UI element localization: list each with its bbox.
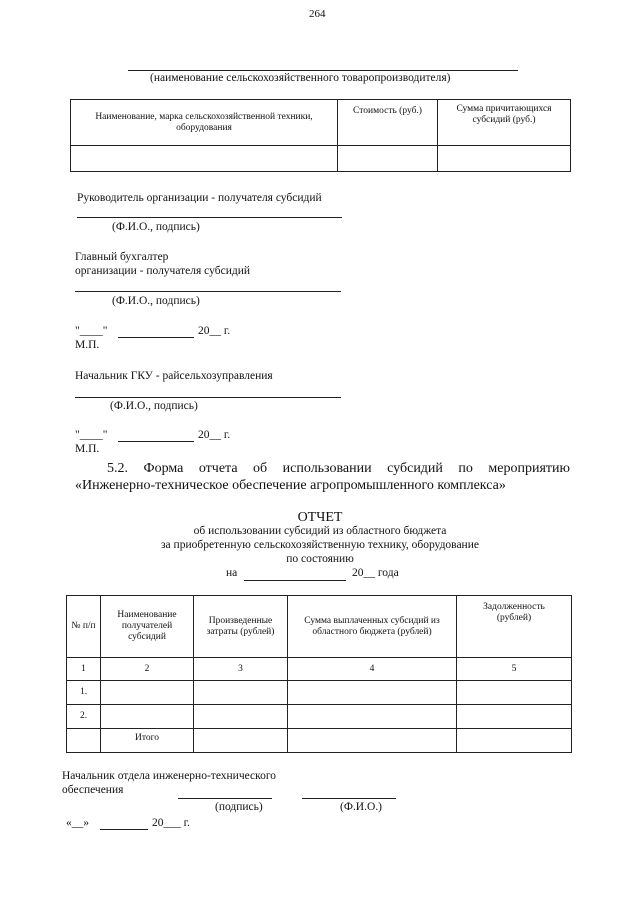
section-heading: 5.2. Форма отчета об использовании субсидий по мероприятию (107, 461, 570, 476)
producer-caption: (наименование сельскохозяйственного товаропроизводителя) (150, 72, 451, 84)
table2-col-number: 5 (457, 658, 572, 681)
report-title: ОТЧЕТ (297, 510, 343, 525)
signature-caption: (Ф.И.О., подпись) (112, 221, 200, 233)
table1-cell (71, 146, 338, 172)
chief-accountant-org-label: организации - получателя субсидий (75, 265, 251, 277)
table2-col-number: 1 (67, 658, 101, 681)
chief-accountant-label: Главный бухгалтер (75, 251, 169, 263)
table2-header-number: № п/п (67, 596, 101, 658)
head-of-organization-label: Руководитель организации - получателя субсидий (77, 192, 322, 204)
producer-line (128, 70, 518, 71)
seal-label: М.П. (75, 443, 100, 455)
table2-header-subsidies: Сумма выплаченных субсидий из областного бюджета (рублей) (288, 596, 457, 658)
report-subtitle-2: за приобретенную сельскохозяйственную технику, оборудование (161, 539, 479, 551)
report-date-suffix: 20__ года (352, 567, 399, 579)
table1-header-cost: Стоимость (руб.) (338, 100, 438, 146)
footer-name-line (302, 798, 396, 799)
total-label: Итого (101, 729, 194, 753)
footer-date-year: 20___ г. (152, 817, 190, 829)
report-date-line (244, 580, 346, 581)
gku-head-label: Начальник ГКУ - райсельхозуправления (75, 370, 273, 382)
row-number: 2. (67, 705, 101, 729)
signature-caption: (Ф.И.О., подпись) (110, 400, 198, 412)
report-table (66, 595, 572, 753)
table2-header-costs: Произведенные затраты (рублей) (194, 596, 288, 658)
table-row-total (67, 729, 572, 753)
page-number: 264 (309, 8, 326, 20)
table2-header-debt: Задолженность (рублей) (457, 596, 572, 658)
row-number: 1. (67, 681, 101, 705)
footer-title: Начальник отдела инженерно-технического (62, 770, 277, 782)
date-day: "____" (75, 325, 108, 337)
table2-col-number: 3 (194, 658, 288, 681)
seal-label: М.П. (75, 339, 100, 351)
report-date-prefix: на (226, 567, 238, 579)
report-subtitle-3: по состоянию (286, 553, 354, 565)
equipment-table (70, 99, 571, 172)
table-row (67, 705, 572, 729)
table1-cell (438, 146, 571, 172)
footer-sign-caption: (подпись) (215, 801, 263, 813)
table1-header-subsidy: Сумма причитающихся субсидий (руб.) (438, 100, 571, 146)
table2-col-number: 4 (288, 658, 457, 681)
date-month-line (118, 337, 194, 338)
section-heading-line2: «Инженерно-техническое обеспечение агропромышленного комплекса» (75, 478, 506, 493)
footer-sign-line (178, 798, 272, 799)
signature-caption: (Ф.И.О., подпись) (112, 295, 200, 307)
signature-line (75, 291, 341, 292)
signature-line (77, 217, 342, 218)
table-row (67, 681, 572, 705)
date-day: "____" (75, 429, 108, 441)
date-year: 20__ г. (198, 325, 231, 337)
signature-line (75, 397, 341, 398)
date-year: 20__ г. (198, 429, 231, 441)
footer-name-caption: (Ф.И.О.) (340, 801, 382, 813)
footer-date-month-line (100, 829, 148, 830)
table2-header-recipients: Наименование получателей субсидий (101, 596, 194, 658)
footer-title-line2: обеспечения (62, 784, 124, 796)
table1-header-name: Наименование, марка сельскохозяйственной техники, оборудования (71, 100, 338, 146)
footer-date-day: «__» (66, 817, 89, 829)
table2-col-number: 2 (101, 658, 194, 681)
report-subtitle-1: об использовании субсидий из областного бюджета (193, 525, 447, 537)
date-month-line (118, 441, 194, 442)
table1-cell (338, 146, 438, 172)
